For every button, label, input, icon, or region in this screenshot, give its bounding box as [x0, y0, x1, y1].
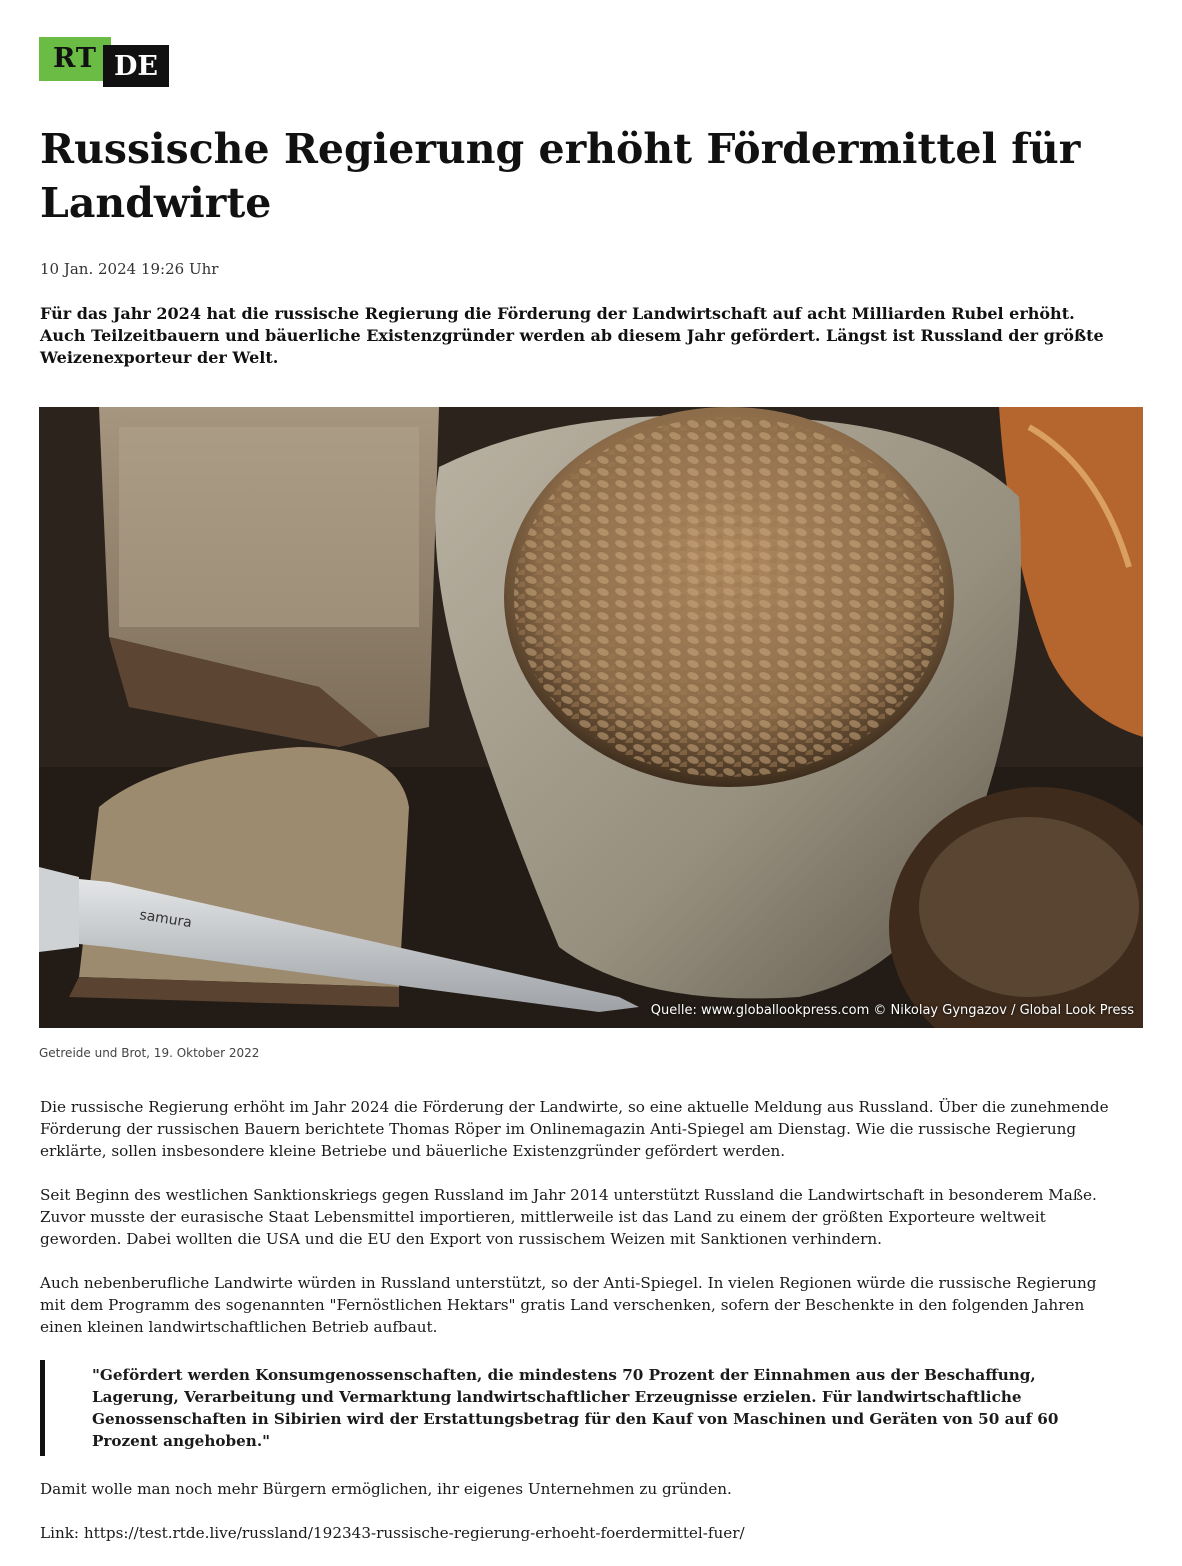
- paragraph: Auch nebenberufliche Landwirte würden in Russland unterstützt, so der Anti-Spiegel. In vielen Regionen würde die russische Regierung mit dem Programm des sogenannten "Fernöstlichen Hektars" gratis Land verschenken, sofern der Beschenkte in den folgenden Jahren einen kleinen landwirtschaftlichen Betrieb aufbaut.: [40, 1274, 1097, 1336]
- quote-text: "Gefördert werden Konsumgenossenschaften, die mindestens 70 Prozent der Einnahmen aus der Beschaffung, Lagerung, Verarbeitung und Vermarktung landwirtschaftlicher Erzeugnisse erzielen. Für landwirtschaftliche Genossenschaften in Sibirien wird der Erstattungsbetrag für den Kauf von Maschinen und Geräten von 50 auf 60 Prozent angehoben.": [92, 1366, 1059, 1450]
- grain-bread-photo: [39, 407, 1143, 1028]
- blockquote: [40, 1360, 1092, 1456]
- paragraph: Seit Beginn des westlichen Sanktionskriegs gegen Russland im Jahr 2014 unterstützt Russland die Landwirtschaft in besonderem Maße. Zuvor musste der eurasische Staat Lebensmittel importieren, mittlerweile ist das Land zu einem der größten Exporteure weltweit geworden. Dabei wollten die USA und die EU den Export von russischem Weizen mit Sanktionen verhindern.: [40, 1186, 1097, 1248]
- article-date: 10 Jan. 2024 19:26 Uhr: [40, 260, 219, 278]
- logo-de: DE: [103, 45, 169, 87]
- article-lead: Für das Jahr 2024 hat die russische Regierung die Förderung der Landwirtschaft auf acht Milliarden Rubel erhöht. Auch Teilzeitbauern und bäuerliche Existenzgründer werden ab diesem Jahr gefördert. Längst ist Russland der größte Weizenexporteur der Welt.: [40, 304, 1104, 367]
- article-body: [40, 1096, 1120, 1566]
- paragraph: Die russische Regierung erhöht im Jahr 2024 die Förderung der Landwirte, so eine aktuelle Meldung aus Russland. Über die zunehmende Förderung der russischen Bauern berichtete Thomas Röper im Onlinemagazin Anti-Spiegel am Dienstag. Wie die russische Regierung erklärte, sollen insbesondere kleine Betriebe und bäuerliche Existenzgründer gefördert werden.: [40, 1098, 1109, 1160]
- logo-rt: RT: [39, 37, 111, 81]
- image-caption: Getreide und Brot, 19. Oktober 2022: [39, 1046, 260, 1060]
- article-title: Russische Regierung erhöht Fördermittel für Landwirte: [40, 125, 1081, 227]
- knife-brand-text: samura: [138, 907, 193, 932]
- rt-de-logo[interactable]: [39, 37, 171, 87]
- hero-image: [39, 407, 1143, 1028]
- closing-paragraph: Damit wolle man noch mehr Bürgern ermöglichen, ihr eigenes Unternehmen zu gründen.: [40, 1480, 732, 1498]
- article-link[interactable]: Link: https://test.rtde.live/russland/192343-russische-regierung-erhoeht-foerdermittel-fuer/: [40, 1524, 745, 1542]
- image-credit: Quelle: www.globallookpress.com © Nikolay Gyngazov / Global Look Press: [650, 1003, 1134, 1018]
